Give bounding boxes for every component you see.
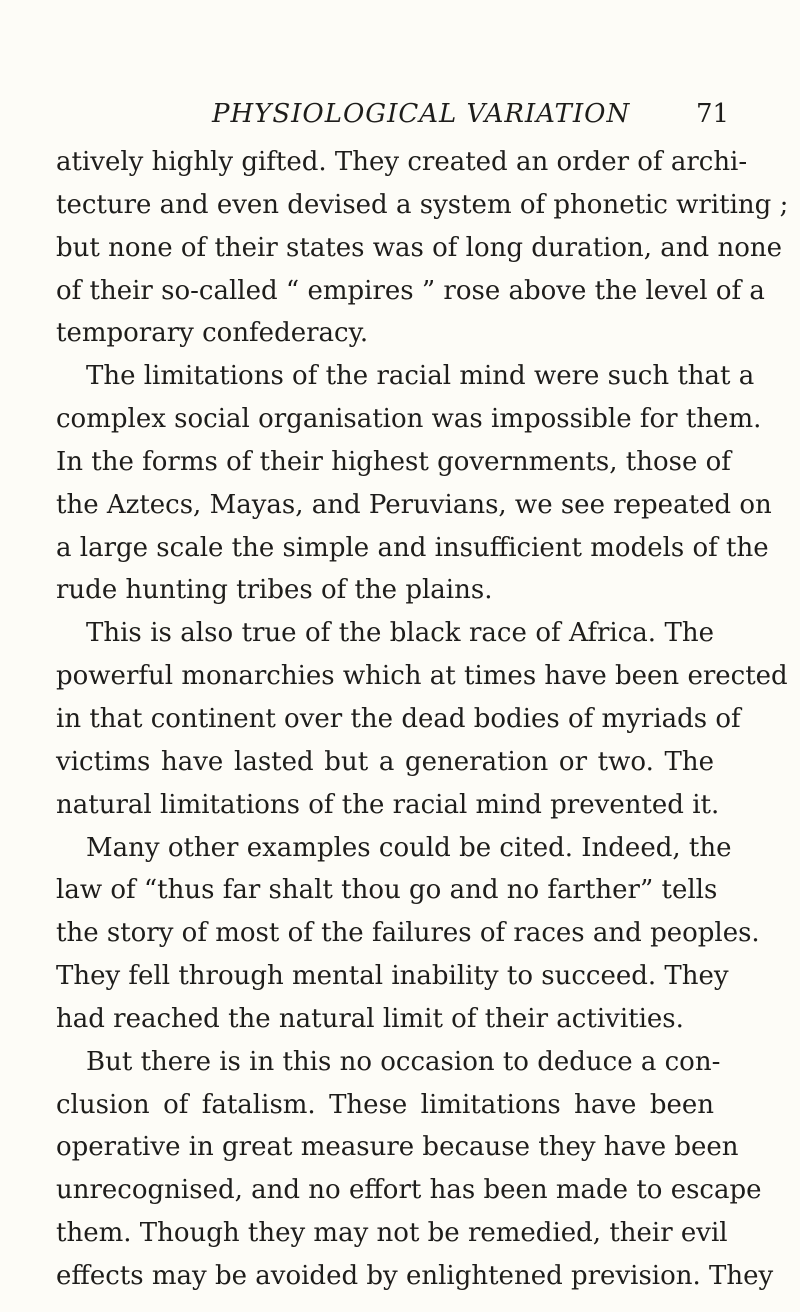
text-line: complex social organisation was impossible for them. [56,404,762,435]
text-line: natural limitations of the racial mind prevented it. [56,789,720,820]
text-line: temporary confederacy. [56,318,369,349]
text-line: But there is in this no occasion to deduce a con- [86,1046,721,1077]
text-line: rude hunting tribes of the plains. [56,575,493,606]
text-line: powerful monarchies which at times have been erected [56,661,788,692]
text-line: tecture and even devised a system of phonetic writing ; [56,189,789,220]
text-line: a large scale the simple and insufficient models of the [56,532,769,563]
running-head [0,94,800,134]
text-line: operative in great measure because they have been [56,1132,739,1163]
text-line: effects may be avoided by enlightened prevision. They [56,1260,774,1291]
text-line: This is also true of the black race of Africa. The [86,618,714,649]
text-line: of their so-called “ empires ” rose above the level of a [56,275,765,306]
text-line: the story of most of the failures of races and peoples. [56,918,760,949]
text-line: In the forms of their highest governments, those of [56,446,731,477]
text-line: law of “thus far shalt thou go and no farther” tells [56,875,718,906]
body-text [56,141,789,1298]
text-line: victims have lasted but a generation or two. The [56,746,714,777]
text-line: clusion of fatalism. These limitations have been [56,1089,714,1120]
text-line: They fell through mental inability to succeed. They [56,961,729,992]
text-line: The limitations of the racial mind were such that a [86,361,755,392]
text-line: Many other examples could be cited. Indeed, the [86,832,732,863]
text-line: in that continent over the dead bodies of myriads of [56,703,741,734]
text-line: atively highly gifted. They created an order of archi- [56,147,748,177]
running-title: PHYSIOLOGICAL VARIATION [212,99,631,129]
text-line: them. Though they may not be remedied, their evil [56,1218,728,1249]
page-number: 71 [696,99,730,129]
text-line: the Aztecs, Mayas, and Peruvians, we see repeated on [56,489,772,520]
text-line: unrecognised, and no effort has been made to escape [56,1175,762,1206]
text-line: had reached the natural limit of their activities. [56,1003,684,1034]
text-line: but none of their states was of long duration, and none [56,232,782,263]
